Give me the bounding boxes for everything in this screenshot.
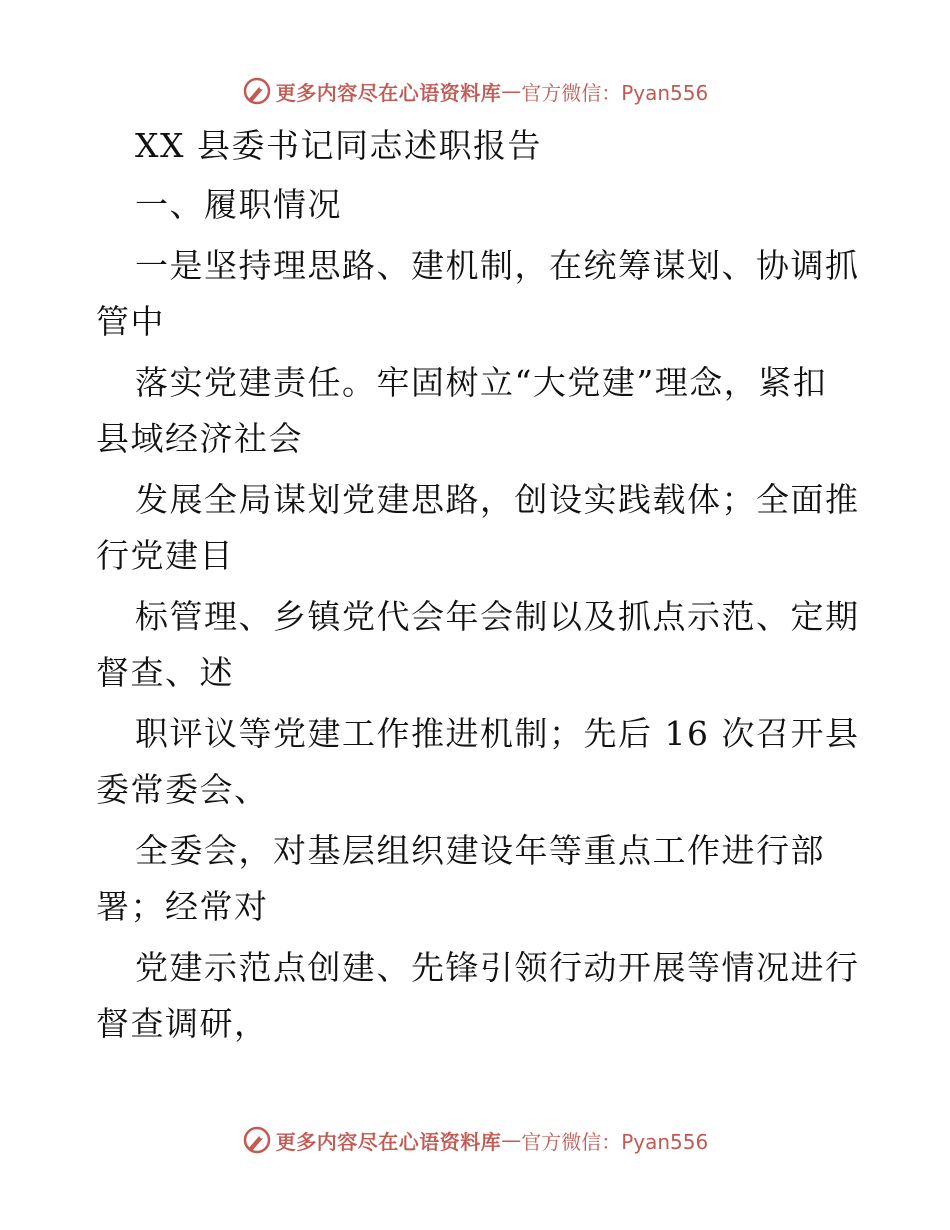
section-heading: 一、履职情况 [135, 185, 342, 224]
banner-separator: — [501, 79, 522, 103]
banner-text: 更多内容尽在心语资料库 [275, 1129, 502, 1154]
document-title: XX 县委书记同志述职报告 [135, 126, 542, 165]
body-line: 发展全局谋划党建思路，创设实践载体；全面推 [135, 480, 860, 519]
header-banner [0, 71, 950, 111]
banner-wechat: 官方微信：Pyan556 [521, 80, 709, 105]
body-line: 标管理、乡镇党代会年会制以及抓点示范、定期 [135, 597, 860, 636]
body-line: 职评议等党建工作推进机制；先后 16 次召开县 [135, 714, 860, 753]
body-line: 落实党建责任。牢固树立“大党建”理念，紧扣 [135, 363, 828, 402]
banner-separator: — [501, 1128, 522, 1152]
body-line: 委常委会、 [96, 770, 269, 809]
body-line: 一是坚持理思路、建机制，在统筹谋划、协调抓 [135, 246, 860, 285]
body-line: 督查调研， [96, 1004, 269, 1043]
body-line: 署；经常对 [96, 887, 269, 926]
footer-banner [0, 1120, 950, 1160]
body-line: 管中 [96, 302, 165, 341]
body-line: 县域经济社会 [96, 419, 303, 458]
body-line: 行党建目 [96, 536, 234, 575]
pen-logo-icon [242, 1125, 272, 1155]
pen-logo-icon [242, 76, 272, 106]
body-line: 党建示范点创建、先锋引领行动开展等情况进行 [135, 948, 860, 987]
banner-wechat: 官方微信：Pyan556 [521, 1129, 709, 1154]
body-line: 督查、述 [96, 653, 234, 692]
body-line: 全委会，对基层组织建设年等重点工作进行部 [135, 831, 825, 870]
banner-text: 更多内容尽在心语资料库 [275, 80, 502, 105]
